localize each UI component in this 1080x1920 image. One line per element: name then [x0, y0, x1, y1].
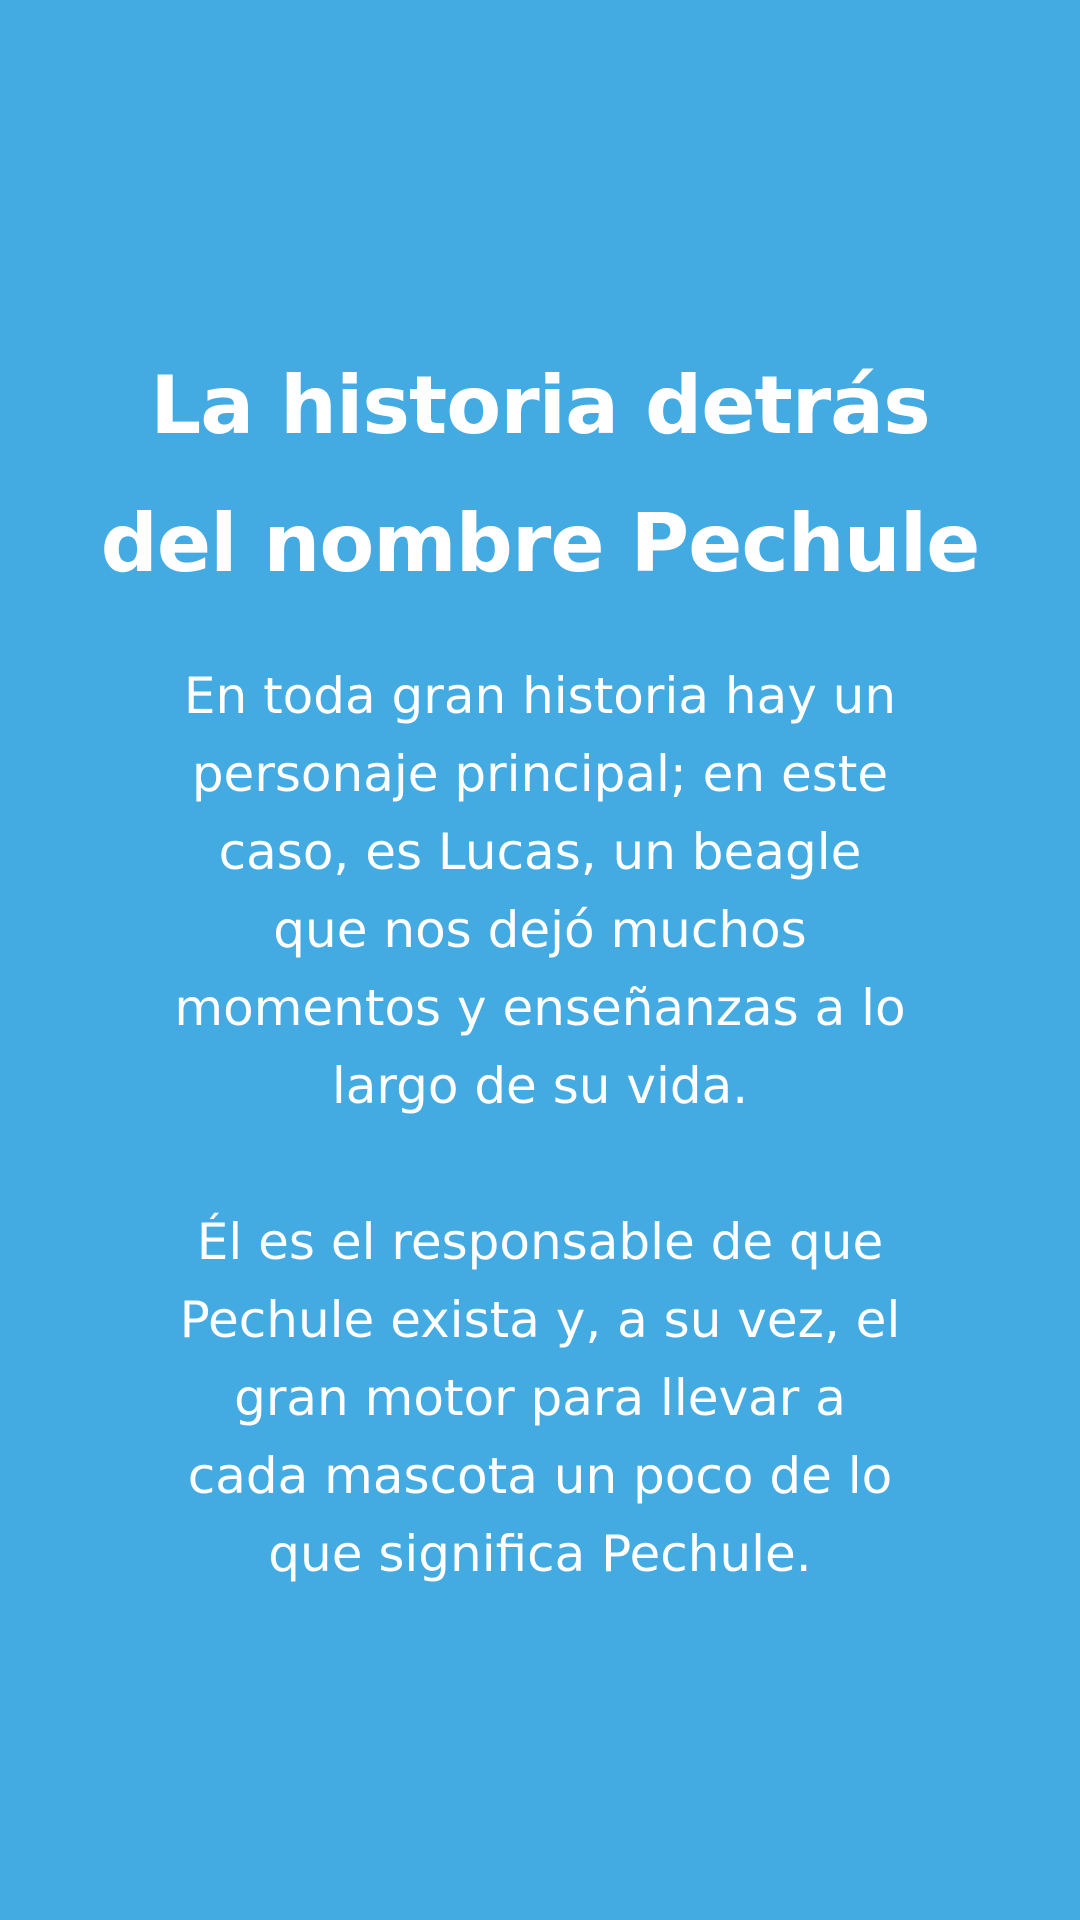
paragraph-line: que nos dejó muchos	[273, 901, 807, 959]
title-line: La historia detrás	[150, 359, 930, 452]
paragraph-line: gran motor para llevar a	[234, 1369, 846, 1427]
paragraph-line: Pechule exista y, a su vez, el	[179, 1291, 901, 1349]
title-line: del nombre Pechule	[100, 497, 980, 590]
story-paragraph-intro	[0, 657, 1080, 1125]
paragraph-line: caso, es Lucas, un beagle	[218, 823, 862, 881]
paragraph-line: En toda gran historia hay un	[183, 667, 897, 725]
paragraph-line: cada mascota un poco de lo	[187, 1447, 893, 1505]
paragraph-line: momentos y enseñanzas a lo	[174, 979, 906, 1037]
story-paragraph-responsible	[0, 1203, 1080, 1593]
page-title	[0, 337, 1080, 613]
paragraph-line: largo de su vida.	[331, 1057, 749, 1115]
paragraph-line: Él es el responsable de que	[196, 1213, 884, 1271]
paragraph-line: personaje principal; en este	[191, 745, 889, 803]
paragraph-line: que significa Pechule.	[268, 1525, 812, 1583]
